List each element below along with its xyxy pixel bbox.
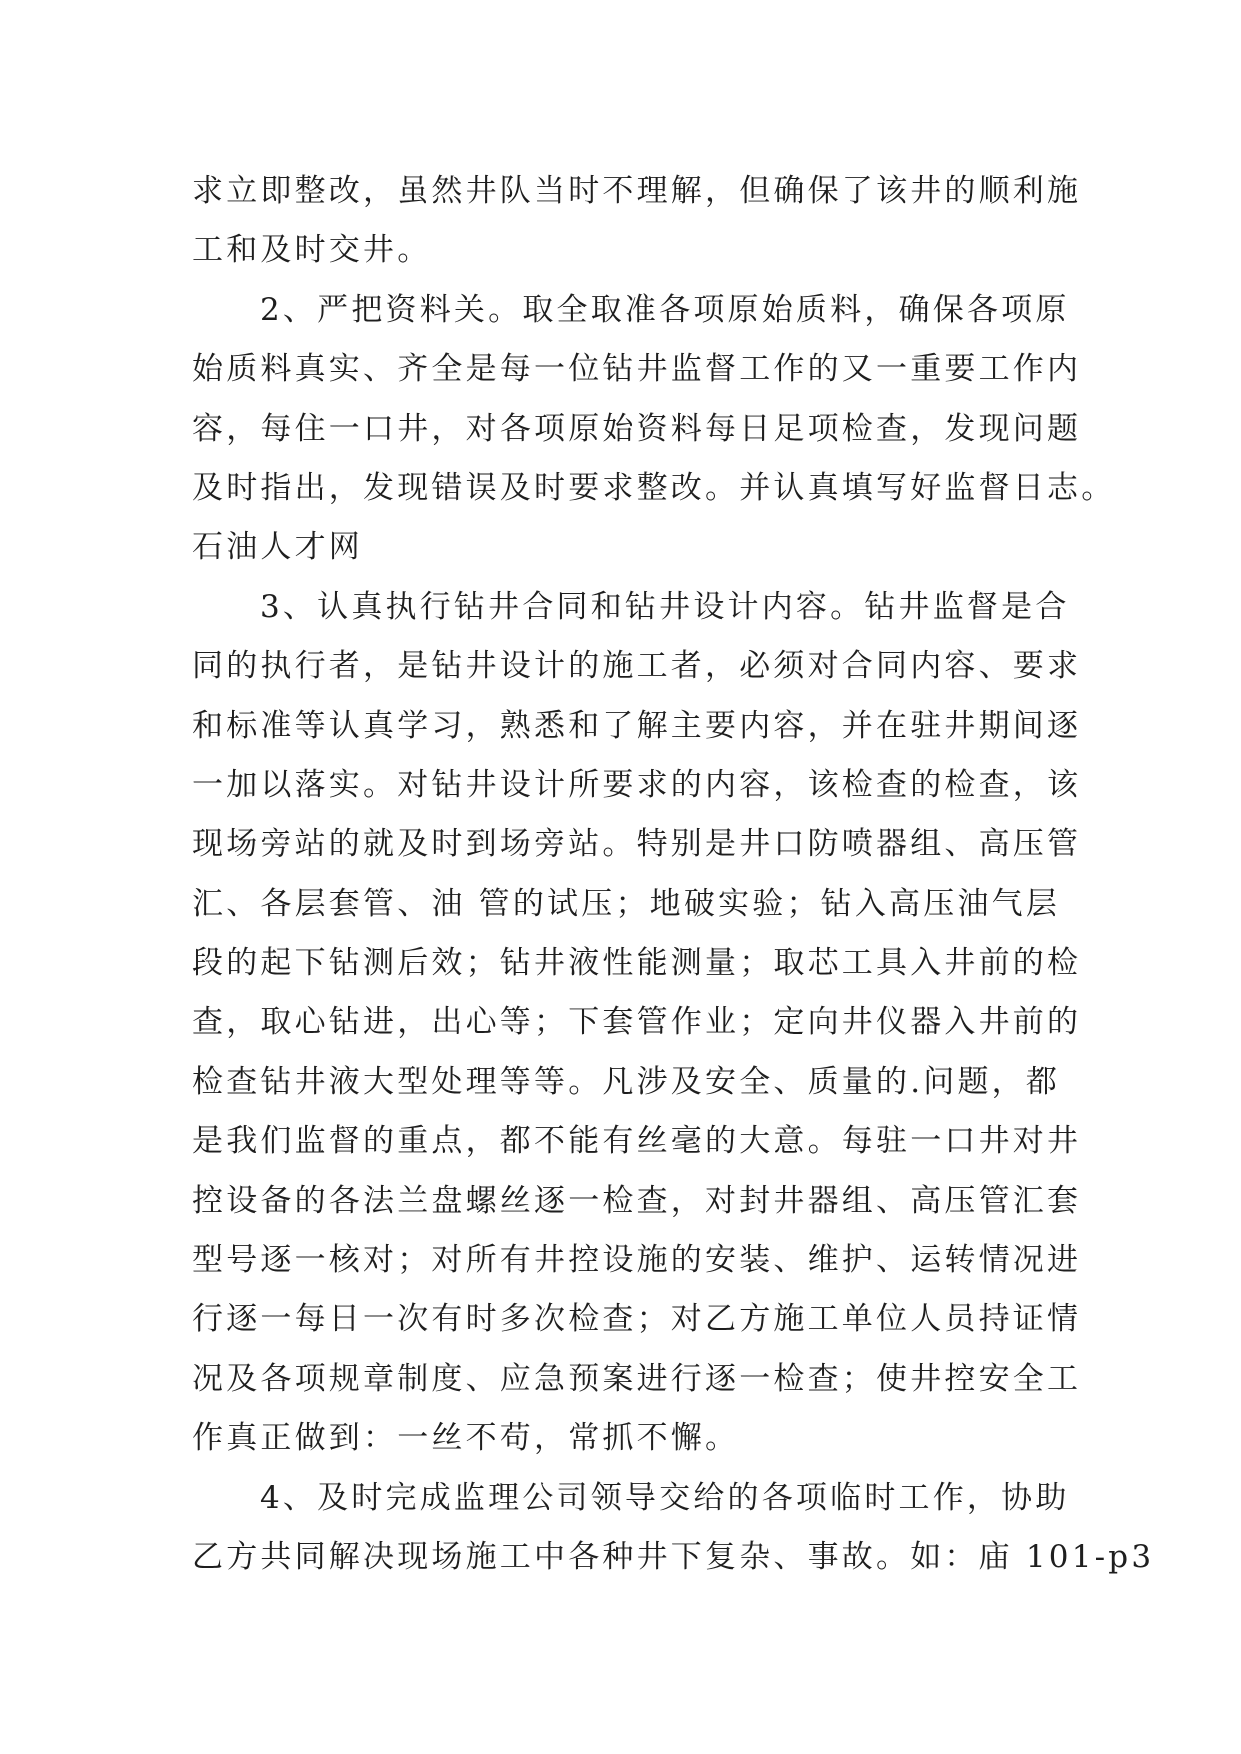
text-line: 控设备的各法兰盘螺丝逐一检查，对封井器组、高压管汇套 (192, 1182, 1082, 1219)
text-line: 现场旁站的就及时到场旁站。特别是井口防喷器组、高压管 (192, 826, 1082, 863)
text-line: 一加以落实。对钻井设计所要求的内容，该检查的检查，该 (192, 766, 1082, 803)
paragraph-start-line: 2、严把资料关。取全取准各项原始质料，确保各项原 (260, 291, 1070, 328)
text-line: 石油人才网 (192, 529, 363, 566)
text-line: 况及各项规章制度、应急预案进行逐一检查；使井控安全工 (192, 1360, 1082, 1397)
paragraph-start-line: 3、认真执行钻井合同和钻井设计内容。钻井监督是合 (260, 588, 1070, 625)
body-text (192, 162, 1155, 1587)
text-line: 及时指出，发现错误及时要求整改。并认真填写好监督日志。 (192, 469, 1116, 506)
text-line: 型号逐一核对；对所有井控设施的安装、维护、运转情况进 (192, 1242, 1082, 1279)
text-line: 段的起下钻测后效；钻井液性能测量；取芯工具入井前的检 (192, 945, 1082, 982)
text-line: 检查钻井液大型处理等等。凡涉及安全、质量的.问题，都 (192, 1063, 1061, 1100)
text-line: 行逐一每日一次有时多次检查；对乙方施工单位人员持证情 (192, 1301, 1082, 1338)
text-line: 同的执行者，是钻井设计的施工者，必须对合同内容、要求 (192, 648, 1082, 685)
text-line: 是我们监督的重点，都不能有丝毫的大意。每驻一口井对井 (192, 1123, 1082, 1160)
text-line: 汇、各层套管、油 管的试压；地破实验；钻入高压油气层 (192, 885, 1061, 922)
text-line: 工和及时交井。 (192, 232, 432, 269)
text-line: 始质料真实、齐全是每一位钻井监督工作的又一重要工作内 (192, 351, 1082, 388)
text-line: 乙方共同解决现场施工中各种井下复杂、事故。如：庙 101-p3 (192, 1538, 1155, 1575)
text-line: 查，取心钻进，出心等；下套管作业；定向井仪器入井前的 (192, 1004, 1082, 1041)
paragraph-start-line: 4、及时完成监理公司领导交给的各项临时工作，协助 (260, 1479, 1070, 1516)
text-line: 容，每住一口井，对各项原始资料每日足项检查，发现问题 (192, 410, 1082, 447)
text-line: 作真正做到：一丝不苟，常抓不懈。 (192, 1420, 740, 1457)
text-line: 求立即整改，虽然井队当时不理解，但确保了该井的顺利施 (192, 173, 1082, 209)
text-line: 和标准等认真学习，熟悉和了解主要内容，并在驻井期间逐 (192, 707, 1082, 744)
